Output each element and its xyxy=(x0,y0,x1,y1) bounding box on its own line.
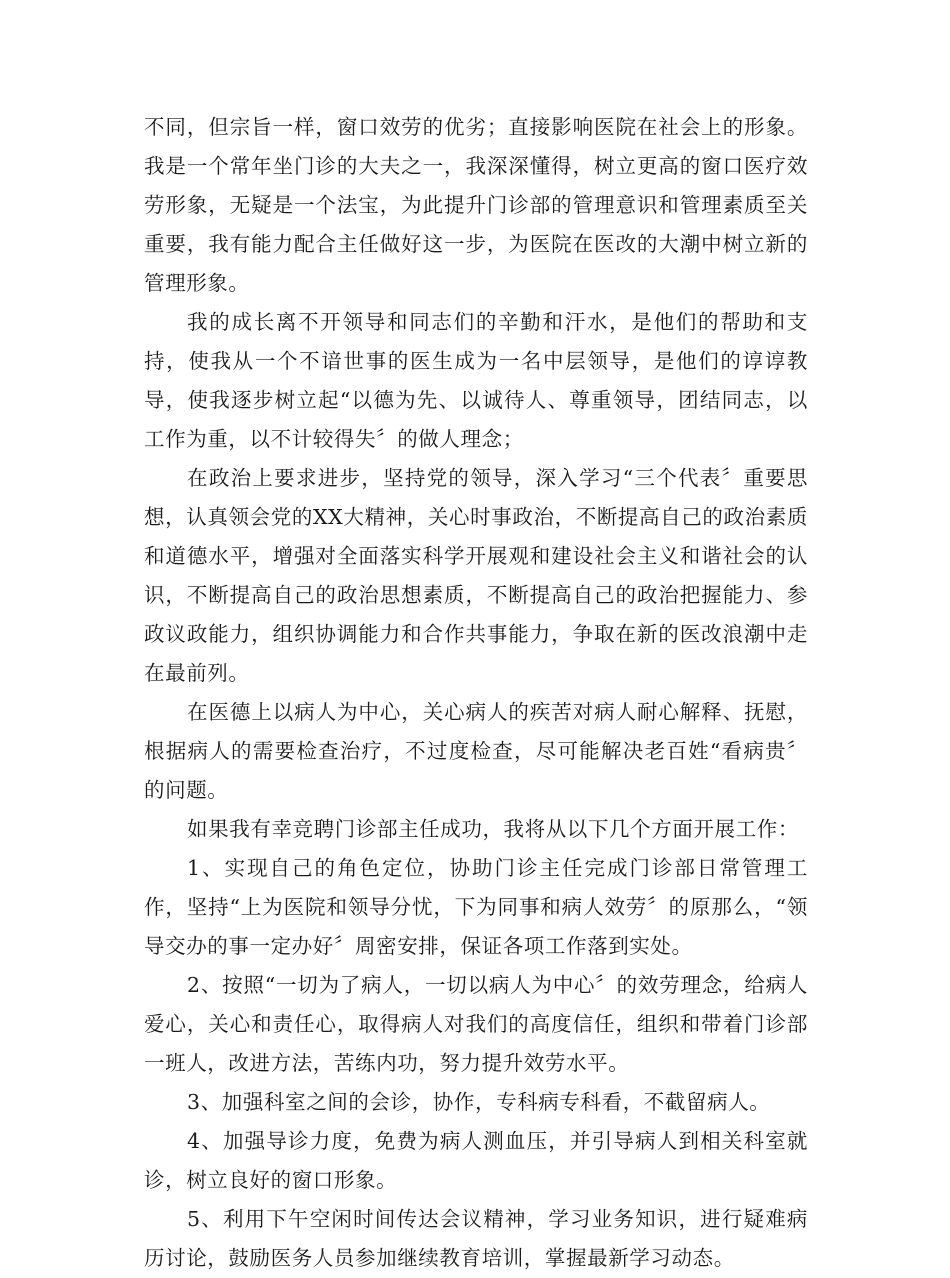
list-item-1: 1、实现自己的角色定位，协助门诊主任完成门诊部日常管理工作，坚持“上为医院和领导分忧，下为同事和病人效劳〞的原那么，“领导交办的事一定办好〞周密安排，保证各项工作落到实处。 xyxy=(144,856,808,958)
paragraph-4: 在医德上以病人为中心，关心病人的疾苦对病人耐心解释、抚慰，根据病人的需要检查治疗，不过度检查，尽可能解决老百姓“看病贵〞的问题。 xyxy=(144,700,808,802)
list-item-5: 5、利用下午空闲时间传达会议精神，学习业务知识，进行疑难病历讨论，鼓励医务人员参加继续教育培训，掌握最新学习动态。 xyxy=(144,1207,808,1270)
paragraph-3: 在政治上要求进步，坚持党的领导，深入学习“三个代表〞重要思想，认真领会党的XX大精神，关心时事政治，不断提高自己的政治素质和道德水平，增强对全面落实科学开展观和建设社会主义和谐社会的认识，不断提高自己的政治思想素质，不断提高自己的政治把握能力、参政议政能力，组织协调能力和合作共事能力，争取在新的医改浪潮中走在最前列。 xyxy=(144,466,808,685)
document-body xyxy=(144,108,808,1278)
paragraph-2: 我的成长离不开领导和同志们的辛勤和汗水，是他们的帮助和支持，使我从一个不谙世事的医生成为一名中层领导，是他们的谆谆教导，使我逐步树立起“以德为先、以诚待人、尊重领导，团结同志，以工作为重，以不计较得失〞的做人理念； xyxy=(144,310,808,451)
list-item-4: 4、加强导诊力度，免费为病人测血压，并引导病人到相关科室就诊，树立良好的窗口形象。 xyxy=(144,1129,808,1192)
list-item-3: 3、加强科室之间的会诊，协作，专科病专科看，不截留病人。 xyxy=(187,1090,771,1114)
paragraph-1: 不同，但宗旨一样，窗口效劳的优劣；直接影响医院在社会上的形象。我是一个常年坐门诊的大夫之一，我深深懂得，树立更高的窗口医疗效劳形象，无疑是一个法宝，为此提升门诊部的管理意识和管理素质至关重要，我有能力配合主任做好这一步，为医院在医改的大潮中树立新的管理形象。 xyxy=(144,115,808,295)
list-item-2: 2、按照“一切为了病人，一切以病人为中心〞的效劳理念，给病人爱心，关心和责任心，取得病人对我们的高度信任，组织和带着门诊部一班人，改进方法，苦练内功，努力提升效劳水平。 xyxy=(144,973,808,1075)
paragraph-5: 如果我有幸竞聘门诊部主任成功，我将从以下几个方面开展工作： xyxy=(187,817,799,841)
